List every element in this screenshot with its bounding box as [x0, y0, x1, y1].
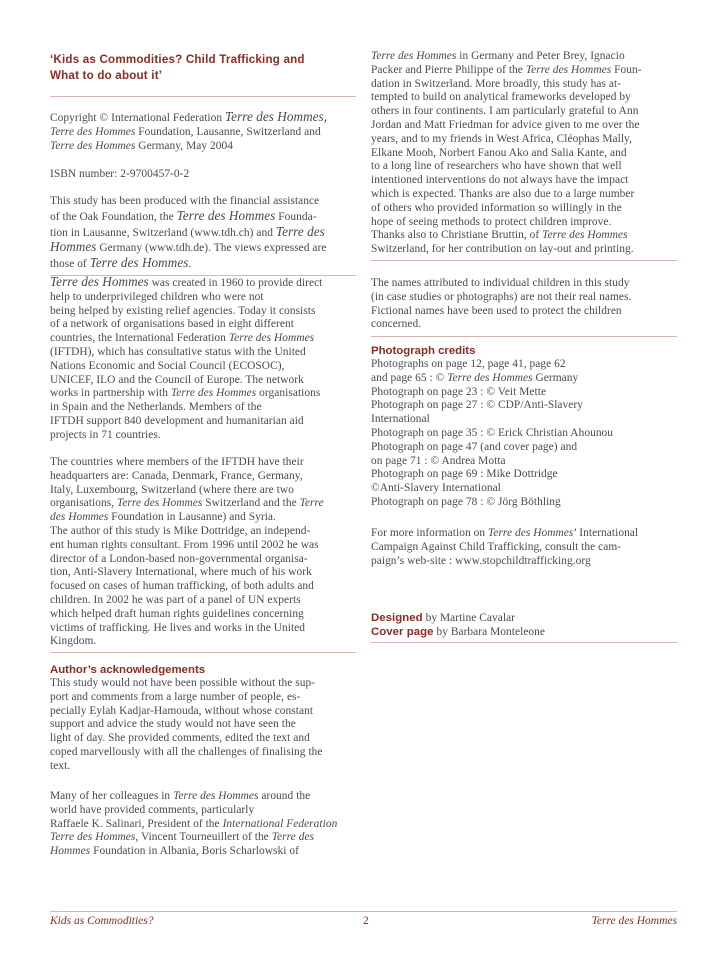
page-footer: [50, 911, 677, 930]
photograph-credits-list: Photographs on page 12, page 41, page 62 and page 65 : © Terre des Hommes Germany Photograph on page 23 : © Veit Mette Photograph on page 27 : © CDP/Anti-Slavery International Photograph on page 35 : © Erick Christian Ahounou Photograph on page 47 (and cover page) and on page 71 : © Andrea Motta Photograph on page 69 : Mike Dottridge ©Anti-Slavery International Photograph on page 78 : © Jörg Böthling: [371, 358, 614, 508]
page-number: 2: [363, 915, 369, 927]
footer-organisation: Terre des Hommes: [591, 915, 677, 927]
colleagues-text: Many of her colleagues in Terre des Hommes around the world have provided comments, particularly Raffaele K. Salinari, President of the International Federation Terre des Hommes, Vincent Tourneuillert of the Terre des Hommes Foundation in Albania, Boris Scharlowski of: [50, 790, 338, 858]
campaign-info: For more information on Terre des Hommes’ International Campaign Against Child Trafficking, consult the cam- paign’s web-site : www.stopchildtrafficking.org: [371, 527, 639, 567]
acknowledgements-continued: Terre des Hommes in Germany and Peter Brey, Ignacio Packer and Pierre Philippe of the Terre des Hommes Foun- dation in Switzerland. More broadly, this study has at- tempted to build on analytical frameworks developed by others in four continents. I am particularly grateful to Ann Jordan and Matt Friedman for advice given to me over the years, and to my friends in West Africa, Cléophas Mally, Elkane Mooh, Norbert Fanou Ako and Salia Kante, and to a long line of researchers who have shown that well intentioned interventions do not always have the impact which is expected. Thanks are also due to a large number of others who provided information so willingly in the hope of seeing methods to protect children improve. Thanks also to Christiane Bruttin, of Terre des Hommes Switzerland, for her contribution on lay-out and printing.: [371, 50, 677, 261]
countries-and-author: The countries where members of the IFTDH have their headquarters are: Canada, Denmark, France, Germany, Italy, Luxembourg, Switzerland (where there are two organisations, Terre des Hommes Switzerland and the Terre des Hommes Foundation in Lausanne) and Syria. The author of this study is Mike Dottridge, an independ- ent human rights consultant. From 1996 until 2002 he was director of a London-based non-governmental organisa- tion, Anti-Slavery International, where much of his work focused on cases of human trafficking, of both adults and children. In 2002 he was part of a panel of UN experts which helped draft human rights guidelines concerning victims of trafficking. He lives and works in the United Kingdom.: [50, 456, 356, 653]
footer-document-title: Kids as Commodities?: [50, 915, 154, 927]
photograph-credits: [371, 344, 677, 510]
design-credits: Designed by Martine Cavalar Cover page by Barbara Monteleone: [371, 612, 677, 643]
acknowledgements-section: [50, 663, 356, 774]
acknowledgements-text: This study would not have been possible without the sup- port and comments from a large number of people, es- pecially Eylah Kadjar-Hamouda, without whose constant support and advice the study would not have seen the light of day. She provided comments, edited the text and coped marvellously with all the challenges of finalising the text.: [50, 677, 323, 772]
title-line: ‘Kids as Commodities? Child Trafficking and: [50, 53, 305, 66]
title-line: What to do about it’: [50, 69, 163, 82]
section-heading: Author’s acknowledgements: [50, 664, 206, 676]
copyright-notice: Copyright © International Federation Terre des Hommes, Terre des Hommes Foundation, Lausanne, Switzerland and Terre des Hommes Germany, May 2004: [50, 109, 328, 152]
section-heading: Photograph credits: [371, 345, 476, 357]
organisation-history: Terre des Hommes was created in 1960 to provide direct help to underprivileged children who were not being helped by existing relief agencies. Today it consists of a network of organisations based in eight different countries, the International Federation Terre des Hommes (IFTDH), which has consultative status with the United Nations Economic and Social Council (ECOSOC), UNICEF, ILO and the Council of Europe. The network works in partnership with Terre des Hommes organisations in Spain and the Netherlands. Members of the IFTDH support 840 development and humanitarian aid projects in 71 countries.: [50, 274, 323, 441]
document-title: [50, 52, 356, 84]
title-rule: [50, 96, 356, 97]
funding-note: This study has been produced with the financial assistance of the Oak Foundation, the Terre des Hommes Founda- tion in Lausanne, Switzerland (www.tdh.ch) and Terre des Hommes Germany (www.tdh.de). The views expressed are those of Terre des Hommes.: [50, 195, 356, 276]
designed-label: Designed: [371, 612, 423, 624]
isbn-number: ISBN number: 2-9700457-0-2: [50, 168, 190, 180]
cover-page-label: Cover page: [371, 625, 434, 638]
names-note: The names attributed to individual children in this study (in case studies or photographs) are not their real names. Fictional names have been used to protect the children concerned.: [371, 277, 677, 337]
